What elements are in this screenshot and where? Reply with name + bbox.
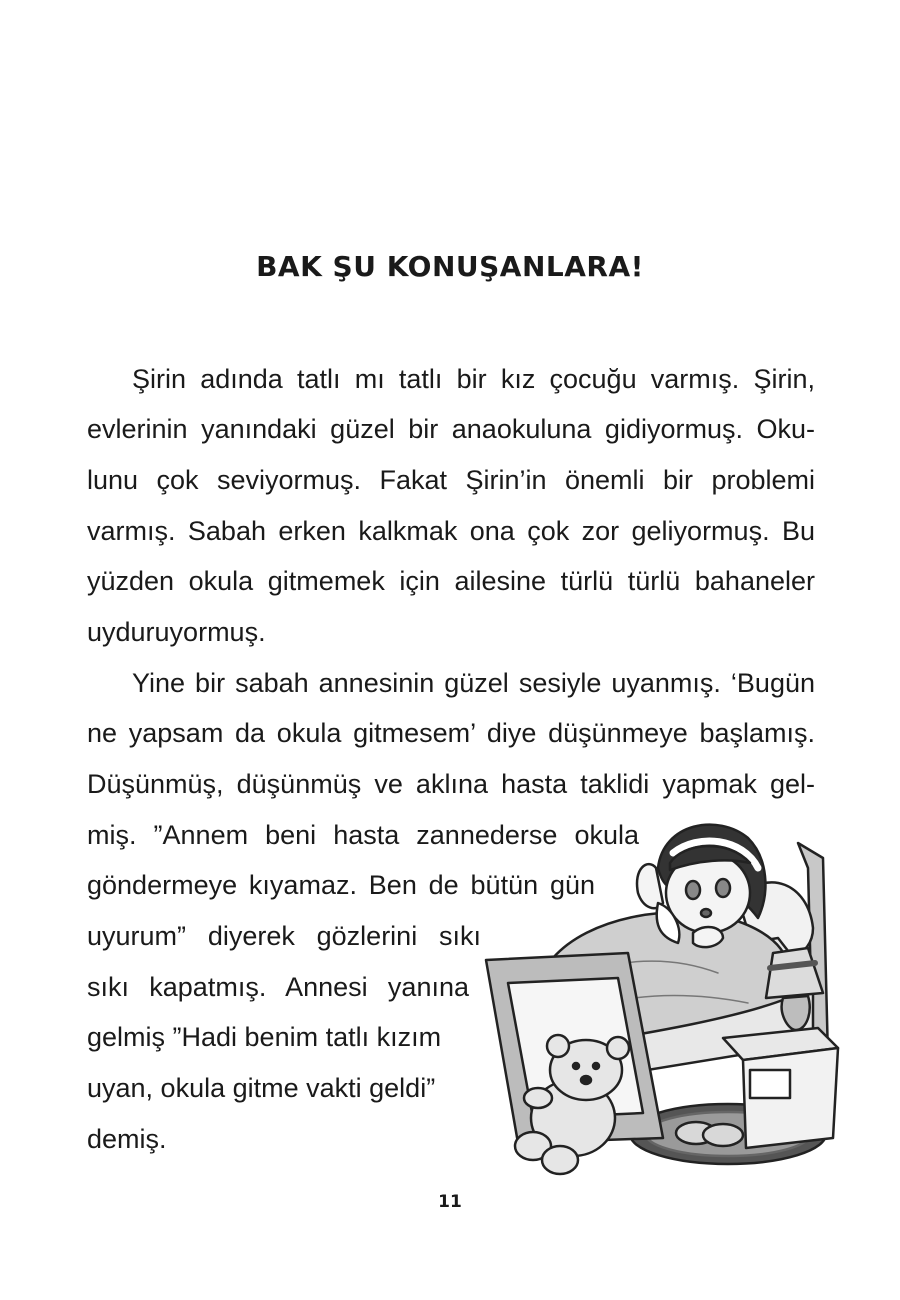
girl-eye-right [716,879,730,897]
story-title: BAK ŞU KONUŞANLARA! [256,250,644,283]
paragraph-2-line-10: demiş. [87,1124,167,1154]
paragraph-2-line-4: miş. ”Annem beni hasta zannederse okula [87,820,639,850]
slipper-right [703,1124,743,1146]
paragraph-2-line-3: Düşünmüş, düşünmüş ve aklına hasta taklidi yapmak gel- [87,769,815,799]
paragraph-2-line-2: ne yapsam da okula gitmesem’ diye düşünmeye başlamış. [87,718,815,748]
teddy-eye-right [593,1063,599,1069]
paragraph-2-line-5: göndermeye kıyamaz. Ben de bütün gün [87,870,595,900]
girl-eye-left [686,881,700,899]
paragraph-2-line-9: uyan, okula gitme vakti geldi” [87,1073,436,1103]
paragraph-2-line-1: Yine bir sabah annesinin güzel sesiyle uyanmış. ‘Bugün [132,668,815,698]
paragraph-1-line-3: lunu çok seviyormuş. Fakat Şirin’in önemli bir problemi [87,465,815,495]
teddy-ear-left [547,1035,569,1057]
bedroom-illustration [478,808,843,1180]
paragraph-2-line-7: sıkı kapatmış. Annesi yanına [87,972,469,1002]
paragraph-1-line-4: varmış. Sabah erken kalkmak ona çok zor geliyormuş. Bu [87,516,815,546]
teddy-ear-right [607,1037,629,1059]
page-number: 11 [438,1192,462,1212]
paragraph-1-line-5: yüzden okula gitmemek için ailesine türlü türlü bahaneler [87,566,815,596]
paragraph-1-line-6: uyduruyormuş. [87,617,266,647]
nightstand-drawer [750,1070,790,1098]
teddy-arm [524,1088,552,1108]
paragraph-1-line-2: evlerinin yanındaki güzel bir anaokuluna gidiyormuş. Oku- [87,414,815,444]
teddy-nose [581,1076,591,1084]
girl-mouth [701,909,711,917]
girl-hand-blanket [693,927,723,947]
paragraph-1-line-1: Şirin adında tatlı mı tatlı bir kız çocuğu varmış. Şirin, [132,364,815,394]
teddy-foot-right [542,1146,578,1174]
paragraph-2-line-6: uyurum” diyerek gözlerini sıkı [87,921,481,951]
paragraph-2-line-8: gelmiş ”Hadi benim tatlı kızım [87,1022,442,1052]
teddy-eye-left [573,1063,579,1069]
